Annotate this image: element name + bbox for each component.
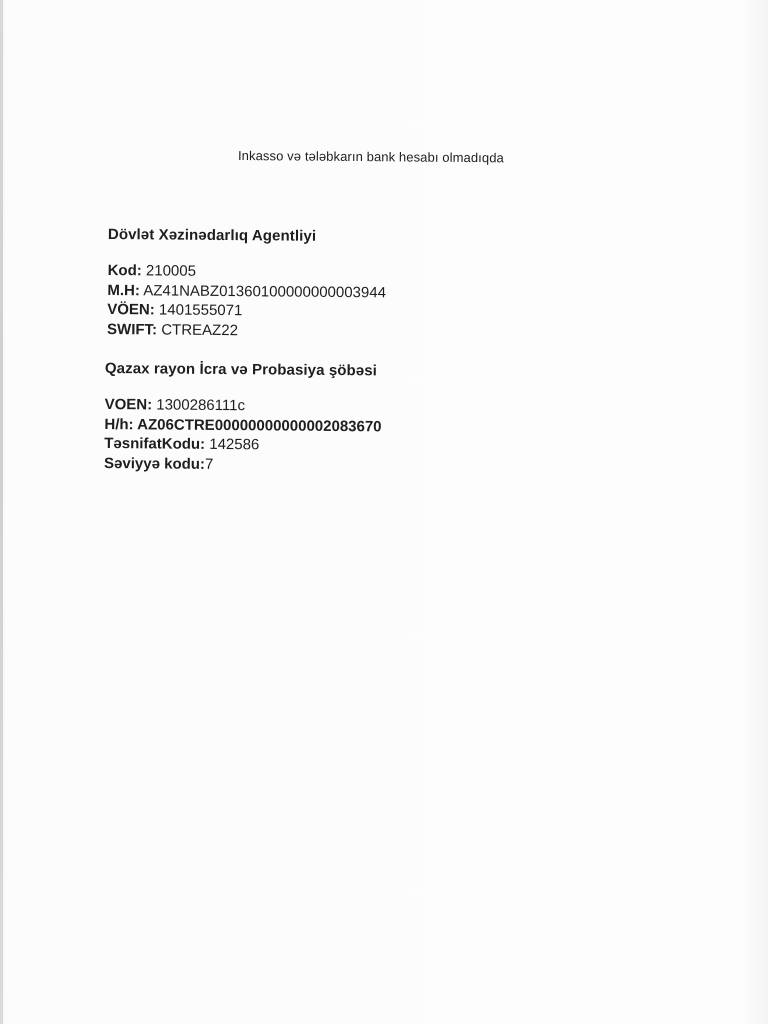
- mh-row: [107, 280, 386, 302]
- row-label: H/h:: [104, 415, 134, 433]
- row-value: 1401555071: [154, 301, 243, 320]
- row-label: VOEN:: [104, 395, 153, 414]
- kod-row: [108, 261, 387, 283]
- treasury-agency-block: [107, 226, 387, 341]
- probation-department-block: [104, 360, 382, 475]
- block-title: Qazax rayon İcra və Probasiya şöbəsi: [104, 360, 378, 380]
- block-title: Dövlət Xəzinədarlıq Agentliyi: [107, 226, 317, 245]
- row-value: 1300286111c: [152, 396, 246, 415]
- row-value: AZ06CTRE00000000000002083670: [133, 415, 382, 435]
- row-value: 142586: [205, 435, 260, 454]
- row-value: AZ41NABZ01360100000000003944: [139, 281, 387, 301]
- row-label: Səviyyə kodu:: [104, 454, 206, 473]
- tesnifat-kodu-row: [104, 434, 381, 456]
- row-value: 210005: [141, 262, 197, 280]
- seviyye-kodu-row: [104, 453, 381, 475]
- swift-row: [107, 319, 386, 341]
- row-label: VÖEN:: [107, 300, 155, 319]
- voen-row: [105, 395, 382, 417]
- scan-edge: [0, 0, 3, 1024]
- row-label: SWIFT:: [107, 320, 158, 338]
- hh-row: [104, 414, 381, 436]
- row-label: M.H:: [107, 281, 141, 299]
- document-heading: Inkasso və tələbkarın bank hesabı olmadıqda: [237, 148, 504, 166]
- row-value: 7: [204, 455, 214, 473]
- row-label: Kod:: [107, 261, 142, 280]
- row-label: TəsnifatKodu:: [104, 434, 206, 453]
- row-value: CTREAZ22: [157, 320, 239, 339]
- voen-row: [107, 300, 386, 322]
